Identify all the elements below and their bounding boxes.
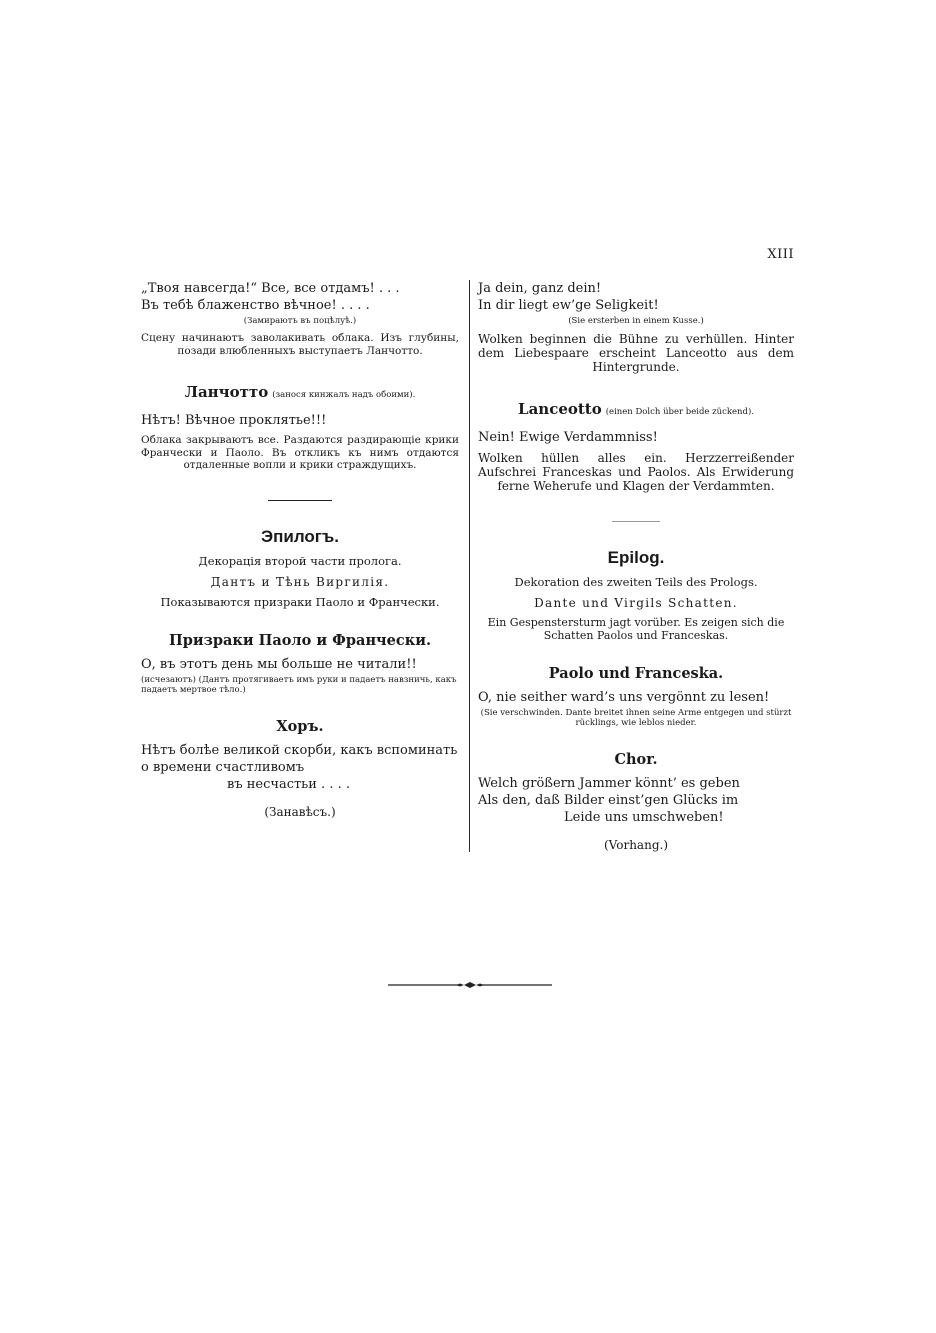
- opening-line-2: In dir liegt ew’ge Seligkeit!: [478, 298, 659, 313]
- cries-direction: Wolken hüllen alles ein. Herzzerreißender Aufschrei Franceskas und Paolos. Als Erwiderung ferne Weherufe und Klagen der Verdammten.: [478, 451, 794, 493]
- lanciotto-note: (einen Dolch über beide zückend).: [605, 407, 754, 417]
- epilogue-decoration: Декорація второй части пролога.: [198, 553, 402, 568]
- lanciotto-line: Нѣтъ! Вѣчное проклятье!!!: [141, 413, 327, 428]
- clouds-direction: Wolken beginnen die Bühne zu verhüllen. Hinter dem Liebespaare erscheint Lanceotto aus dem Hintergrunde.: [478, 332, 794, 374]
- page-number: XIII: [767, 247, 794, 262]
- kiss-direction: (Sie ersterben in einem Kusse.): [568, 316, 704, 326]
- clouds-direction: Сцену начинаютъ заволакивать облака. Изъ глубины, позади влюбленныхъ выступаетъ Ланчотто.: [141, 332, 459, 357]
- opening-line-1: „Твоя навсегда!“ Все, все отдамъ! . . .: [141, 281, 400, 296]
- end-ornament: [388, 980, 552, 990]
- cries-direction: Облака закрываютъ все. Раздаются раздирающіе крики Франчески и Паоло. Въ откликъ къ нимъ отдаются отдаленные вопли и крики страждущихъ.: [141, 434, 459, 471]
- epilogue-ghosts: Ein Gespenstersturm jagt vorüber. Es zeigen sich die Schatten Paolos und Franceskas.: [487, 616, 785, 642]
- epilogue-characters: Dante und Virgils Schatten.: [534, 596, 738, 610]
- lanciotto-speaker: [478, 400, 794, 421]
- lanciotto-name: Ланчотто: [184, 383, 269, 401]
- ghosts-direction: (исчезаютъ) (Дантъ протягиваетъ имъ руки и падаетъ навзничь, какъ падаетъ мертвое тѣло.): [141, 674, 457, 695]
- lanciotto-note: (занося кинжалъ надъ обоими).: [272, 390, 416, 400]
- ghosts-direction: (Sie verschwinden. Dante breitet ihnen seine Arme entgegen und stürzt rücklings, wie leblos nieder.: [480, 708, 792, 728]
- kiss-direction: (Замираютъ въ поцѣлуѣ.): [243, 316, 357, 326]
- russian-column: [141, 280, 459, 819]
- curtain: (Vorhang.): [604, 838, 668, 852]
- epilogue-decoration: Dekoration des zweiten Teils des Prologs.: [514, 575, 758, 589]
- ghosts-line: O, nie seither ward’s uns vergönnt zu lesen!: [478, 690, 770, 705]
- curtain: (Занавѣсъ.): [264, 804, 336, 819]
- section-rule: [612, 521, 660, 522]
- chorus-line-2: Als den, daß Bilder einst’gen Glücks im: [478, 793, 739, 808]
- lanciotto-name: Lanceotto: [518, 400, 602, 418]
- lanciotto-speaker: [141, 383, 459, 404]
- opening-line-1: Ja dein, ganz dein!: [478, 281, 602, 296]
- ghosts-title: Paolo und Franceska.: [548, 665, 724, 682]
- chorus-title: Chor.: [614, 751, 658, 768]
- opening-line-2: Въ тебѣ блаженство вѣчное! . . . .: [141, 298, 370, 313]
- ghosts-title: Призраки Паоло и Франчески.: [169, 631, 431, 649]
- section-rule: [268, 500, 332, 501]
- ghosts-line: О, въ этотъ день мы больше не читали!!: [141, 656, 417, 672]
- epilogue-characters: Дантъ и Тѣнь Виргилія.: [210, 574, 390, 589]
- chorus-line-1: Нѣтъ болѣе великой скорби, какъ вспоминать о времени счастливомъ: [141, 742, 458, 775]
- epilogue-title: Эпилогъ.: [261, 526, 339, 546]
- chorus-line-2: въ несчастьи . . . .: [227, 776, 350, 792]
- chorus-title: Хоръ.: [276, 717, 324, 735]
- column-divider: [469, 280, 470, 852]
- lanciotto-line: Nein! Ewige Verdammniss!: [478, 430, 658, 445]
- epilogue-ghosts: Показываются призраки Паоло и Франчески.: [160, 594, 440, 609]
- epilogue-title: Epilog.: [607, 548, 665, 567]
- chorus-line-1: Welch größern Jammer könnt’ es geben: [478, 776, 740, 791]
- chorus-line-3: Leide uns umschweben!: [564, 810, 724, 825]
- german-column: [478, 280, 794, 852]
